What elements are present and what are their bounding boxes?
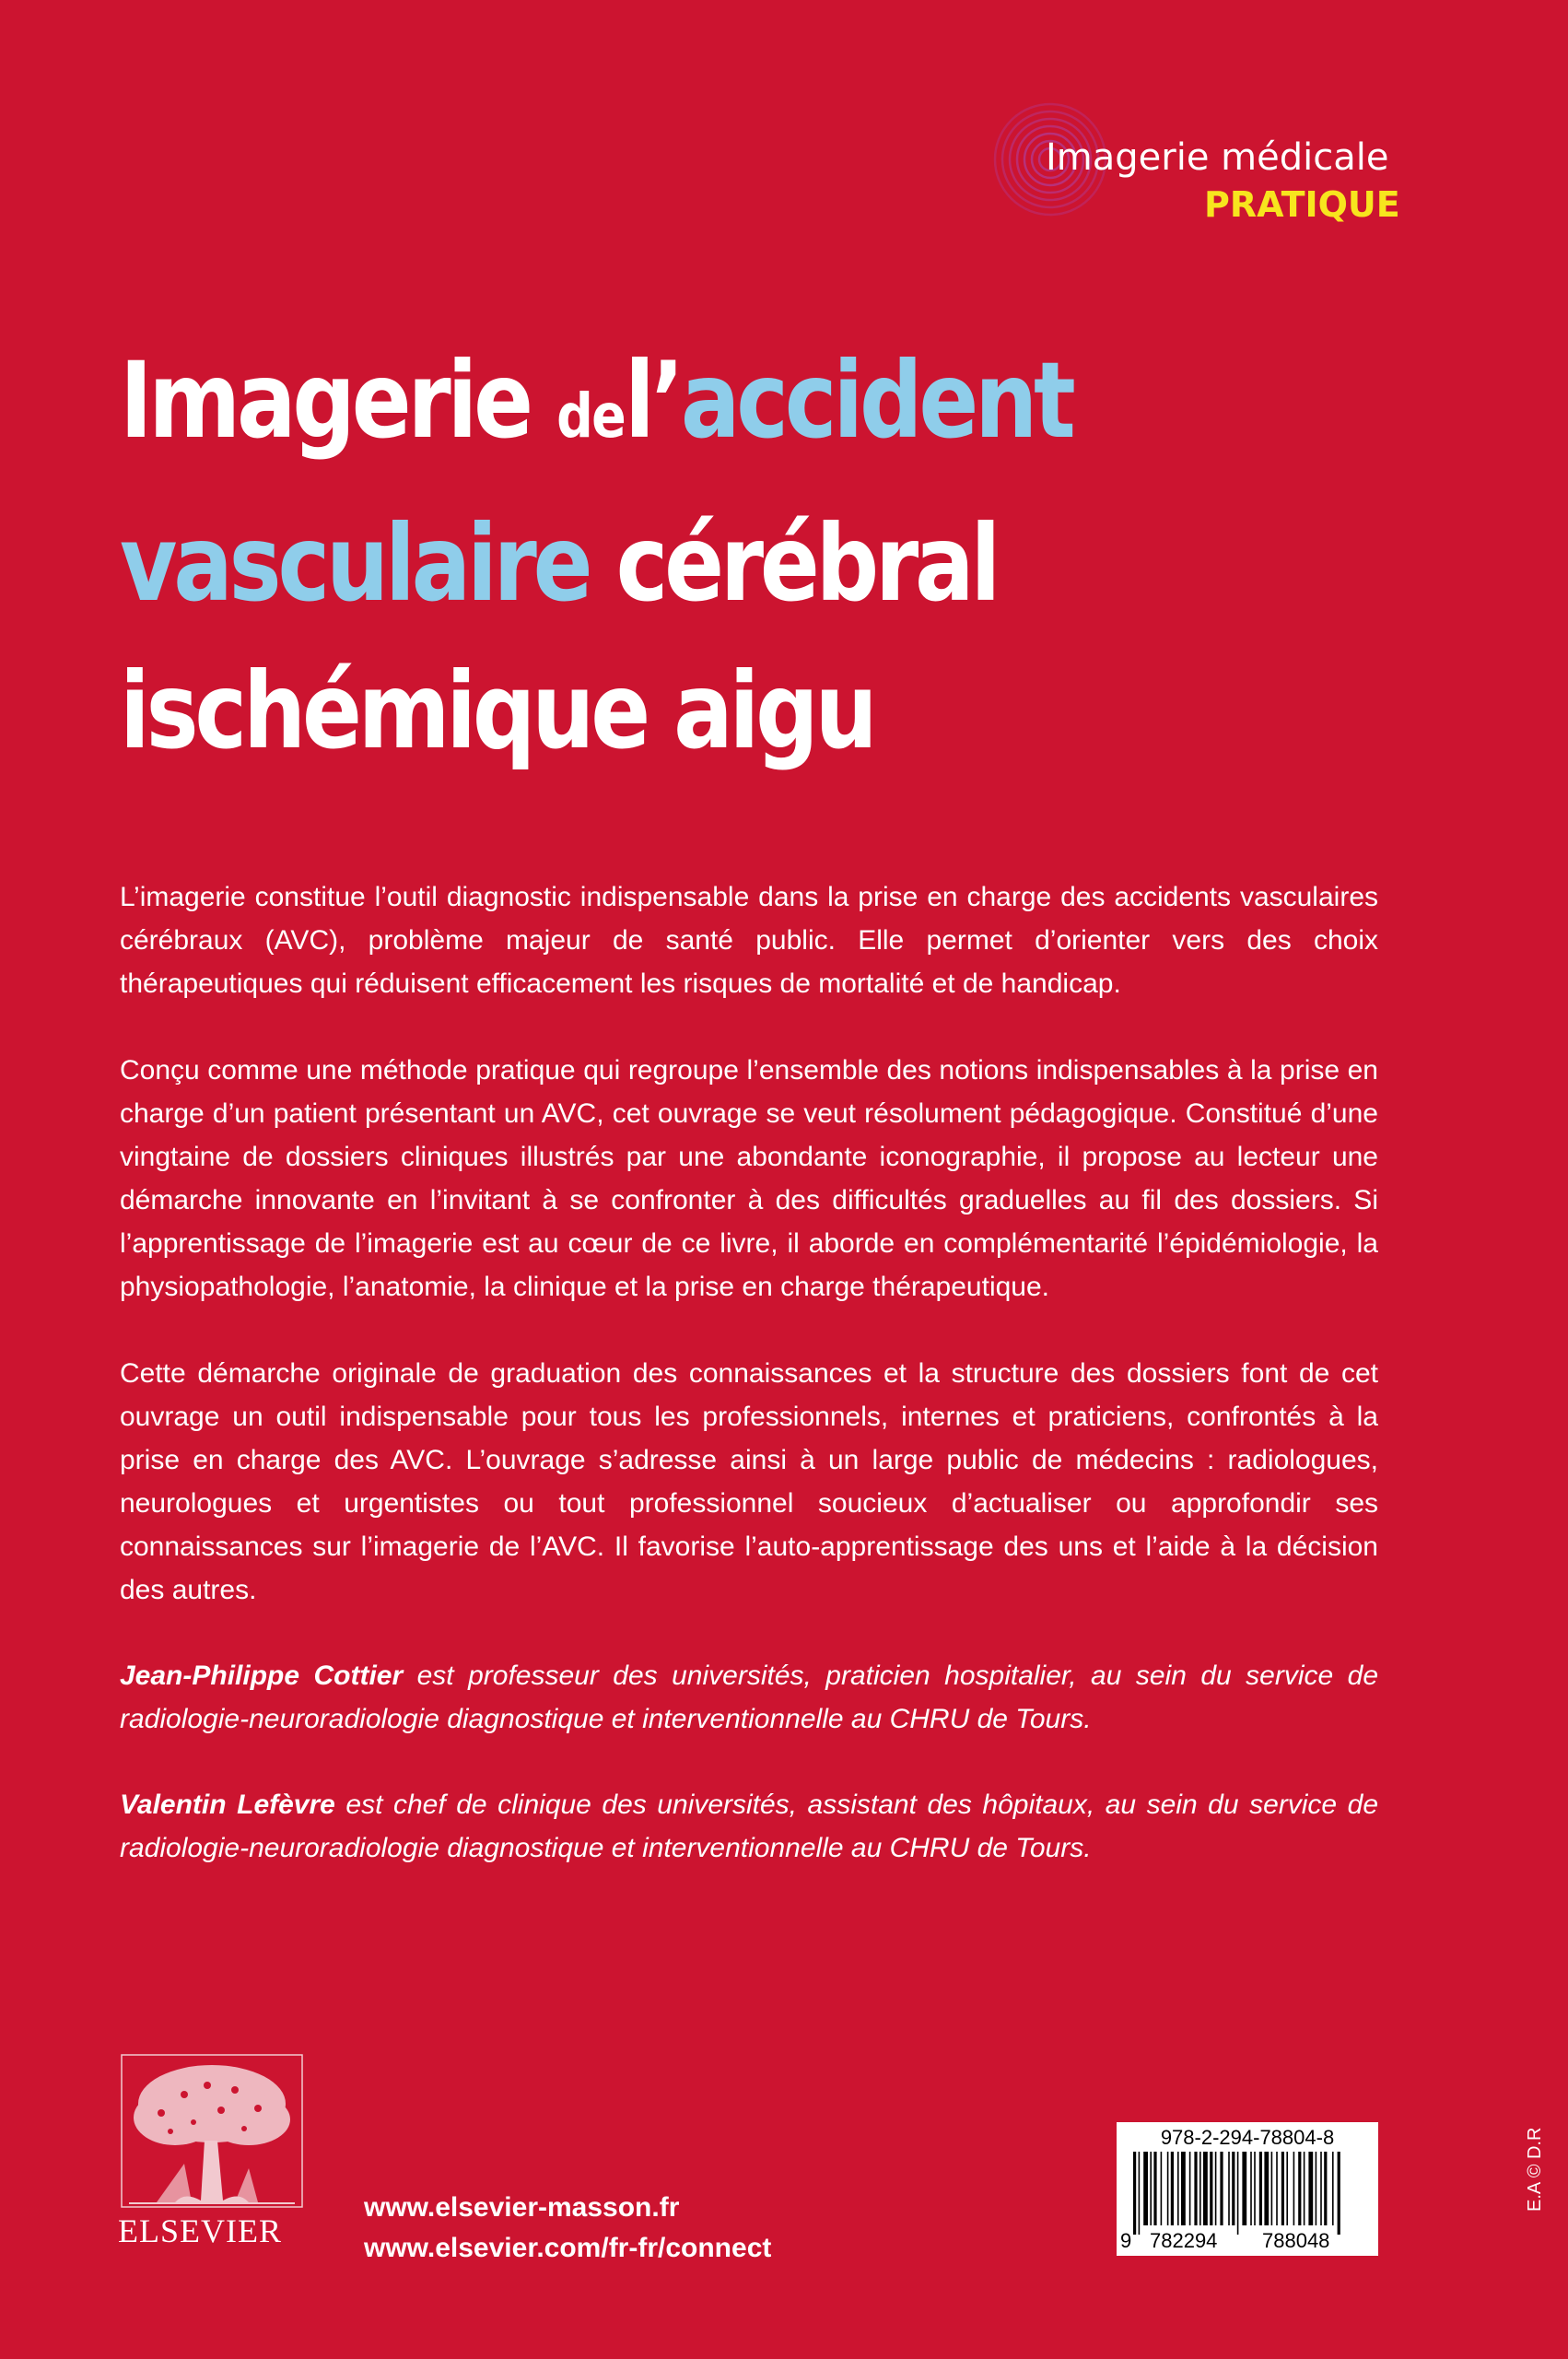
barcode-bar: [1276, 2152, 1278, 2225]
website-link[interactable]: www.elsevier.com/fr-fr/connect: [364, 2233, 772, 2263]
back-cover-text: [120, 875, 1378, 1870]
barcode-digit-group: 788048: [1262, 2229, 1330, 2252]
barcode-bar: [1161, 2152, 1163, 2225]
barcode-digit-group: 9: [1120, 2229, 1132, 2252]
barcode-bar: [1264, 2152, 1269, 2225]
barcode-bar: [1242, 2152, 1246, 2225]
photo-credit: E.A © D.R: [1525, 2127, 1545, 2212]
website-link[interactable]: www.elsevier-masson.fr: [364, 2192, 680, 2223]
barcode-bar: [1139, 2152, 1141, 2235]
barcode-bar: [1237, 2152, 1239, 2235]
paragraph: L’imagerie constitue l’outil diagnostic indispensable dans la prise en charge des accidents vasculaires cérébraux (AVC), problème majeur de santé public. Elle permet d’orienter vers des choix thérapeutiques qui réduisent efficacement les risques de mortalité et de handicap.: [120, 882, 1378, 999]
isbn-barcode: [1117, 2122, 1378, 2256]
barcode-bar: [1254, 2152, 1256, 2225]
paragraph: Conçu comme une méthode pratique qui regroupe l’ensemble des notions indispensables à la prise en charge d’un patient présentant un AVC, cet ouvrage se veut résolument pédagogique. Constitué d’une vingtaine de dossiers cliniques illustrés par une abondante iconographie, il propose au lecteur une démarche innovante en l’invitant à se confronter à des difficultés graduelles au fil des dossiers. Si l’apprentissage de l’imagerie est au cœur de ce livre, il aborde en complémentarité l’épidémiologie, la physiopathologie, l’anatomie, la clinique et la prise en charge thérapeutique.: [120, 1055, 1378, 1302]
author-name: Jean-Philippe Cottier: [120, 1661, 404, 1691]
title-line-2: [120, 490, 1249, 638]
barcode-bar: [1228, 2152, 1230, 2225]
barcode-bar: [1281, 2152, 1284, 2225]
title-word: ischémique aigu: [120, 650, 874, 772]
series-logo: [990, 100, 1400, 238]
title-word: cérébral: [615, 502, 998, 625]
barcode-bar: [1298, 2152, 1301, 2225]
barcode-bar: [1259, 2152, 1262, 2225]
barcode-bar: [1133, 2152, 1136, 2235]
publisher-links: [364, 2188, 771, 2269]
barcode-bar: [1220, 2152, 1223, 2225]
barcode-bar: [1304, 2152, 1305, 2225]
barcode-bar: [1150, 2152, 1152, 2225]
barcode-bar: [1194, 2152, 1197, 2225]
barcode-bar: [1308, 2152, 1313, 2225]
title-line-3: [120, 638, 1249, 785]
barcode-bar: [1203, 2152, 1208, 2225]
barcode-bar: [1143, 2152, 1148, 2225]
author-name: Valentin Lefèvre: [120, 1790, 335, 1820]
author-description: est professeur des universités, praticien hospitalier, au sein du service de radiologie-neuroradiologie diagnostique et interventionnelle au CHRU de Tours.: [120, 1661, 1378, 1734]
book-title: [120, 327, 1249, 785]
publisher-name: ELSEVIER: [118, 2212, 282, 2249]
author-bio: [120, 1654, 1378, 1741]
barcode-bar: [1293, 2152, 1295, 2225]
barcode-bar: [1181, 2152, 1186, 2225]
author-bio: [120, 1783, 1378, 1870]
isbn-number: 978-2-294-78804-8: [1160, 2126, 1335, 2149]
series-subname: PRATIQUE: [1204, 184, 1400, 225]
barcode-digit-group: 782294: [1150, 2229, 1218, 2252]
paragraph: Cette démarche originale de graduation des connaissances et la structure des dossiers font de cet ouvrage un outil indispensable pour tous les professionnels, internes et praticiens, confrontés à la prise en charge des AVC. L’ouvrage s’adresse ainsi à un large public de médecins : radiologues, neurologues et urgentistes ou tout professionnel soucieux d’actualiser ou approfondir ses connaissances sur l’imagerie de l’AVC. Il favorise l’auto-apprentissage des uns et l’aide à la décision des autres.: [120, 1358, 1378, 1605]
title-word: de: [556, 381, 626, 452]
barcode-bar: [1153, 2152, 1156, 2225]
barcode-bar: [1332, 2152, 1334, 2225]
series-name: Imagerie médicale: [1046, 136, 1389, 179]
title-word: Imagerie: [120, 339, 530, 462]
barcode-bar: [1215, 2152, 1217, 2225]
author-description: est chef de clinique des universités, assistant des hôpitaux, au sein du service de radiologie-neuroradiologie diagnostique et interventionnelle au CHRU de Tours.: [120, 1790, 1379, 1863]
barcode-bar: [1324, 2152, 1327, 2225]
barcode-bar: [1320, 2152, 1322, 2225]
barcode-bar: [1177, 2152, 1179, 2225]
barcode-bar: [1232, 2152, 1235, 2225]
barcode-bar: [1210, 2152, 1212, 2225]
barcode-bar: [1250, 2152, 1252, 2225]
barcode-bar: [1286, 2152, 1288, 2225]
title-line-1: [120, 327, 1249, 490]
barcode-bar: [1189, 2152, 1191, 2225]
barcode-bar: [1171, 2152, 1174, 2225]
barcode-bar: [1199, 2152, 1201, 2225]
title-highlight: vasculaire: [120, 502, 590, 625]
barcode-bars: [1129, 2152, 1365, 2236]
barcode-bar: [1338, 2152, 1340, 2235]
title-word: l’: [625, 339, 681, 462]
barcode-bar: [1316, 2152, 1317, 2225]
title-highlight: accident: [680, 339, 1072, 462]
barcode-bar: [1167, 2152, 1169, 2225]
barcode-bar: [1271, 2152, 1273, 2225]
